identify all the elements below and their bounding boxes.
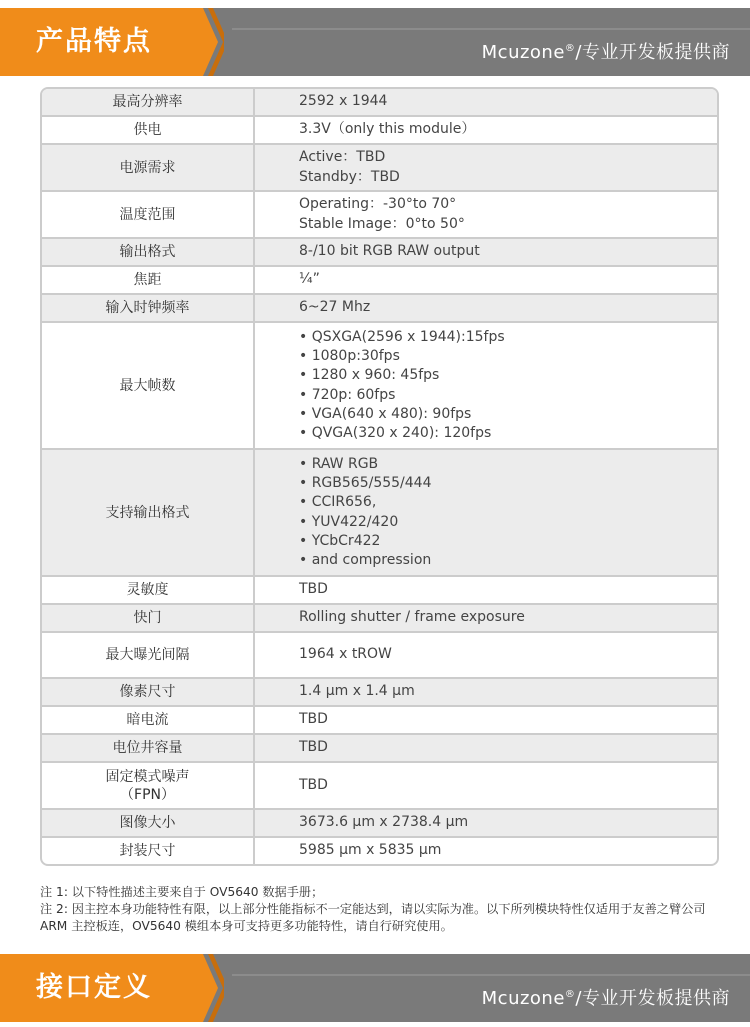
spec-value	[255, 679, 717, 705]
spec-value-line: • CCIR656,	[299, 494, 377, 511]
spec-label: 温度范围	[42, 192, 255, 237]
spec-value	[255, 763, 717, 808]
spec-row	[42, 575, 717, 603]
registered-mark: ®	[564, 989, 576, 1000]
spec-value-line: • 1280 x 960: 45fps	[299, 367, 440, 384]
spec-value-line: 1964 x tROW	[299, 646, 392, 663]
spec-row	[42, 237, 717, 265]
spec-row	[42, 705, 717, 733]
brand-suffix: /专业开发板提供商	[575, 988, 730, 1009]
spec-value-line: • QSXGA(2596 x 1944):15fps	[299, 328, 505, 345]
spec-value	[255, 735, 717, 761]
spec-value	[255, 323, 717, 448]
spec-value-line: TBD	[299, 739, 328, 756]
spec-value	[255, 838, 717, 864]
spec-value	[255, 577, 717, 603]
spec-label: 像素尺寸	[42, 679, 255, 705]
spec-label: 电位井容量	[42, 735, 255, 761]
brand-slogan	[482, 980, 730, 1014]
spec-value	[255, 145, 717, 190]
spec-value-line: Standby：TBD	[299, 168, 400, 185]
spec-label: 灵敏度	[42, 577, 255, 603]
note-1: 注 1: 以下特性描述主要来自于 OV5640 数据手册；	[40, 885, 324, 899]
spec-value	[255, 239, 717, 265]
spec-value	[255, 707, 717, 733]
spec-value-line: • 1080p:30fps	[299, 347, 400, 364]
spec-value-line: 1.4 µm x 1.4 µm	[299, 683, 415, 700]
spec-value-line: 3673.6 µm x 2738.4 µm	[299, 814, 469, 831]
spec-label: 快门	[42, 605, 255, 631]
spec-row	[42, 89, 717, 115]
spec-value-line: Active：TBD	[299, 149, 386, 166]
notes	[40, 884, 730, 935]
spec-row	[42, 115, 717, 143]
spec-label: 封装尺寸	[42, 838, 255, 864]
brand-suffix: /专业开发板提供商	[575, 42, 730, 63]
spec-value-line: 5985 µm x 5835 µm	[299, 842, 442, 859]
spec-row	[42, 677, 717, 705]
spec-row	[42, 265, 717, 293]
spec-value	[255, 633, 717, 677]
spec-value-line: 6~27 Mhz	[299, 299, 371, 316]
spec-value-line: • RAW RGB	[299, 455, 379, 472]
spec-value	[255, 605, 717, 631]
banner-rule	[232, 28, 750, 30]
spec-value-line: • QVGA(320 x 240): 120fps	[299, 425, 492, 442]
spec-value	[255, 267, 717, 293]
spec-value-line: 2592 x 1944	[299, 93, 388, 110]
spec-row	[42, 448, 717, 575]
spec-row	[42, 733, 717, 761]
spec-value	[255, 450, 717, 575]
spec-label: 最大帧数	[42, 323, 255, 448]
spec-label: 焦距	[42, 267, 255, 293]
spec-row	[42, 190, 717, 237]
spec-value	[255, 89, 717, 115]
banner-rule	[232, 974, 750, 976]
spec-row	[42, 761, 717, 808]
spec-value	[255, 810, 717, 836]
spec-value-line: 8-/10 bit RGB RAW output	[299, 243, 480, 260]
spec-value	[255, 117, 717, 143]
spec-value-line: • VGA(640 x 480): 90fps	[299, 405, 472, 422]
spec-value-line: ¼”	[299, 271, 320, 288]
section-banner-features	[0, 8, 750, 76]
section-title: 接口定义	[36, 972, 152, 1003]
spec-label: 电源需求	[42, 145, 255, 190]
spec-value	[255, 192, 717, 237]
spec-label: 输入时钟频率	[42, 295, 255, 321]
spec-value-line: TBD	[299, 776, 328, 793]
spec-value-line: • and compression	[299, 552, 432, 569]
spec-value-line: • YCbCr422	[299, 532, 381, 549]
spec-value-line: Operating：-30°to 70°	[299, 196, 457, 213]
brand-name: Mcuzone	[481, 988, 565, 1009]
spec-value-line: • RGB565/555/444	[299, 474, 432, 491]
spec-label: 暗电流	[42, 707, 255, 733]
spec-value-line: • 720p: 60fps	[299, 386, 396, 403]
spec-label: 最高分辨率	[42, 89, 255, 115]
spec-label: 支持输出格式	[42, 450, 255, 575]
spec-row	[42, 321, 717, 448]
spec-value-line: TBD	[299, 711, 328, 728]
spec-value-line: • YUV422/420	[299, 513, 399, 530]
spec-value	[255, 295, 717, 321]
spec-value-line: Rolling shutter / frame exposure	[299, 609, 525, 626]
spec-label: 最大曝光间隔	[42, 633, 255, 677]
spec-value-line: TBD	[299, 581, 328, 598]
spec-label: 固定模式噪声 （FPN）	[42, 763, 255, 808]
spec-row	[42, 836, 717, 864]
spec-label: 图像大小	[42, 810, 255, 836]
section-title: 产品特点	[36, 26, 152, 57]
spec-row	[42, 143, 717, 190]
spec-label: 输出格式	[42, 239, 255, 265]
brand-slogan	[482, 34, 730, 68]
note-2: 注 2: 因主控本身功能特性有限，以上部分性能指标不一定能达到，请以实际为准。以下所列模块特性仅适用于友善之臂公司 ARM 主控板连，OV5640 模组本身可支持更多功能特性，请自行研究使用。	[40, 902, 706, 933]
registered-mark: ®	[564, 43, 576, 54]
brand-name: Mcuzone	[481, 42, 565, 63]
spec-label: 供电	[42, 117, 255, 143]
spec-row	[42, 293, 717, 321]
spec-table	[40, 87, 719, 866]
spec-row	[42, 808, 717, 836]
spec-row	[42, 631, 717, 677]
spec-value-line: Stable Image：0°to 50°	[299, 215, 465, 232]
spec-row	[42, 603, 717, 631]
section-banner-interface	[0, 954, 750, 1022]
spec-value-line: 3.3V（only this module）	[299, 121, 476, 138]
